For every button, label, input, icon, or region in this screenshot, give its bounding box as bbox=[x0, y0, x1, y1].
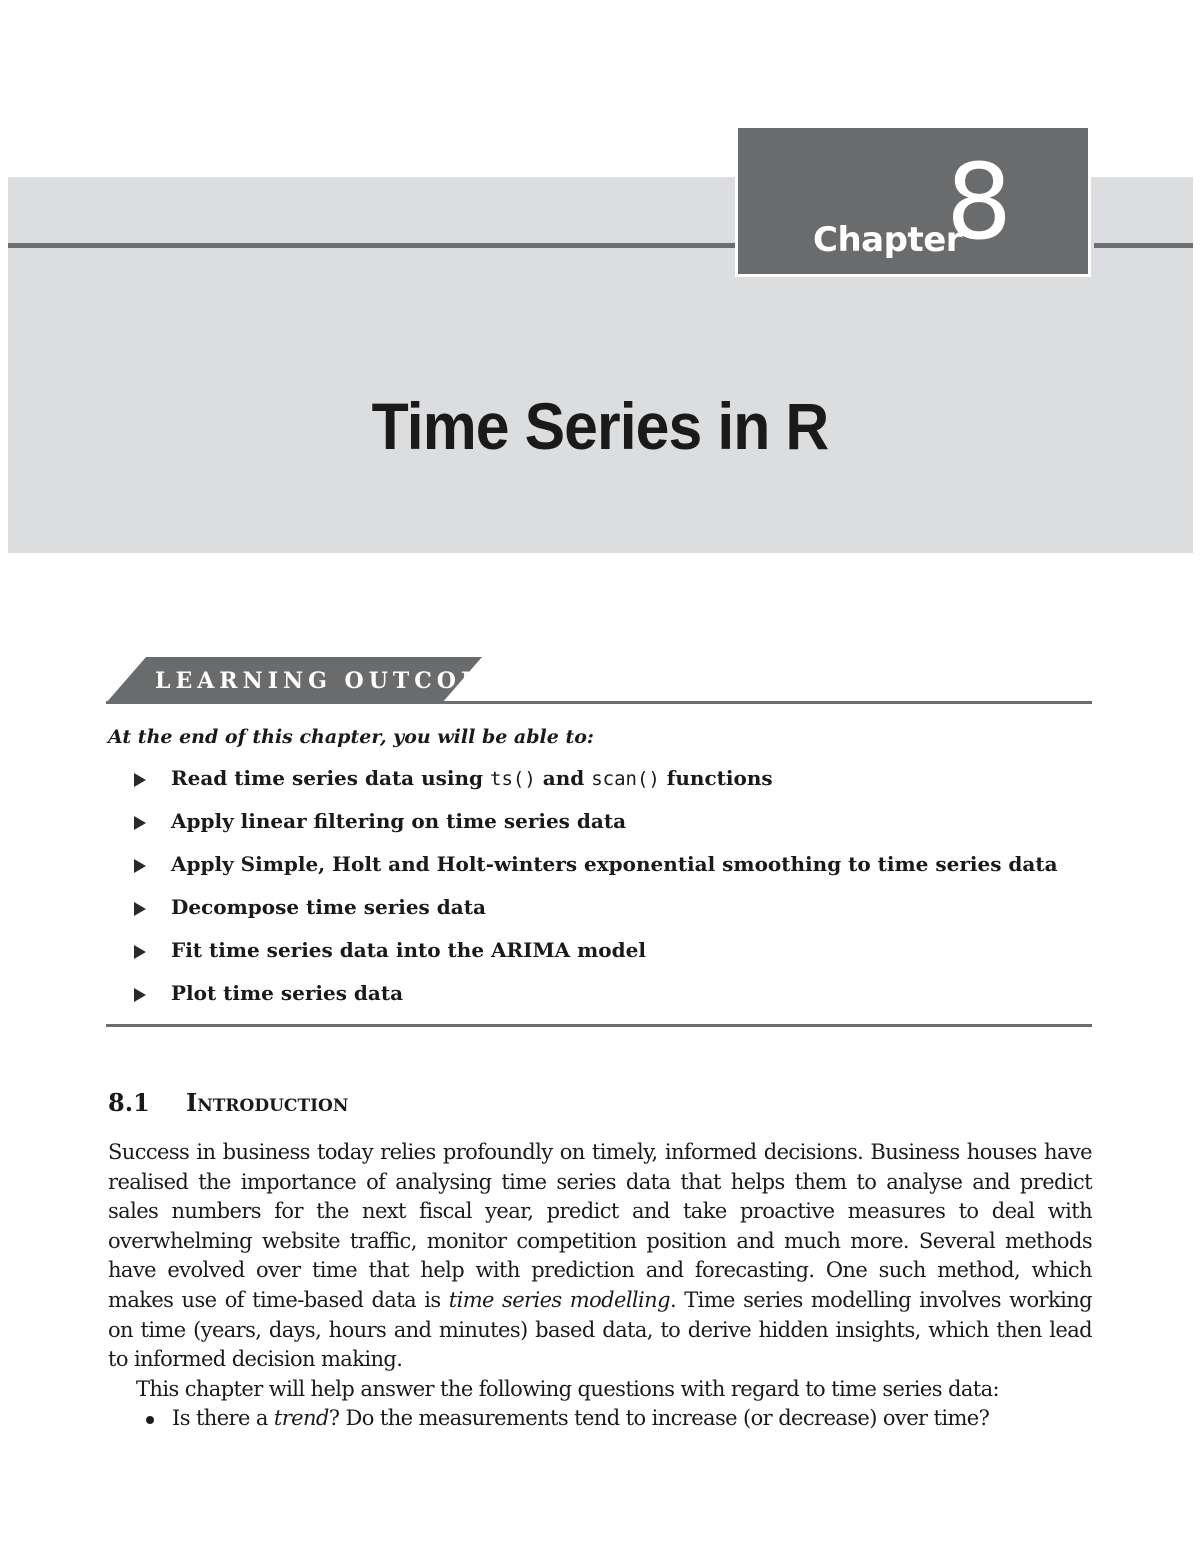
paragraph-text: . Time series modelling involves working on time (years, days, hours and minutes) based data, to derive hidden insights, which then lead to informed decision making. bbox=[108, 1287, 1092, 1372]
code-ts: ts() bbox=[490, 768, 536, 790]
paragraph-text: Success in business today relies profoundly on timely, informed decisions. Business houses have realised the importance of analysing time series data that helps them to analyse and predict sales numbers for the next fiscal year, predict and take proactive measures to deal with overwhelming website traffic, monitor competition position and much more. Several methods have evolved over time that help with prediction and forecasting. One such method, which makes use of time-based data is bbox=[108, 1140, 1092, 1312]
chapter-label: Chapter bbox=[813, 220, 963, 260]
triangle-bullet-icon bbox=[134, 902, 146, 916]
list-item-text: Apply Simple, Holt and Holt-winters exponential smoothing to time series data bbox=[171, 852, 1058, 876]
list-item-text: Fit time series data into the ARIMA model bbox=[171, 938, 646, 962]
paragraph-text: Is there a bbox=[172, 1406, 274, 1431]
triangle-bullet-icon bbox=[134, 859, 146, 873]
bullet-dot-icon bbox=[146, 1416, 154, 1424]
chapter-box-fill bbox=[738, 128, 1088, 274]
learning-outcome-intro: At the end of this chapter, you will be able to: bbox=[108, 726, 594, 748]
banner-rule-left bbox=[8, 243, 736, 248]
banner-rule-right bbox=[1094, 243, 1193, 248]
list-item bbox=[108, 1404, 1092, 1434]
list-item-text bbox=[171, 766, 773, 790]
list-item-text: Plot time series data bbox=[171, 981, 404, 1005]
learning-outcome-heading: LEARNING OUTCOME bbox=[155, 668, 513, 694]
chapter-box bbox=[735, 125, 1091, 277]
triangle-bullet-icon bbox=[134, 945, 146, 959]
learning-outcome-rule-bottom bbox=[106, 1024, 1092, 1027]
list-item-text: Decompose time series data bbox=[171, 895, 486, 919]
learning-outcome-rule-top bbox=[106, 701, 1092, 704]
list-item-text-part: and bbox=[535, 766, 592, 790]
paragraph: This chapter will help answer the following questions with regard to time series data: bbox=[136, 1376, 999, 1401]
section-title: Introduction bbox=[186, 1088, 349, 1117]
triangle-bullet-icon bbox=[134, 988, 146, 1002]
paragraph bbox=[108, 1138, 1092, 1375]
chapter-title: Time Series in R bbox=[371, 389, 829, 463]
paragraph-text: ? Do the measurements tend to increase (or decrease) over time? bbox=[328, 1406, 990, 1431]
emphasis-term: time series modelling bbox=[448, 1287, 670, 1312]
emphasis-term: trend bbox=[273, 1406, 329, 1431]
triangle-bullet-icon bbox=[134, 816, 146, 830]
section-body bbox=[108, 1138, 1092, 1434]
chapter-number: 8 bbox=[946, 141, 1013, 263]
code-scan: scan() bbox=[591, 768, 660, 790]
list-item-text: Apply linear filtering on time series data bbox=[171, 809, 627, 833]
list-item-text-part: functions bbox=[659, 766, 773, 790]
section-number: 8.1 bbox=[108, 1088, 150, 1117]
list-item-text-part: Read time series data using bbox=[171, 766, 490, 790]
triangle-bullet-icon bbox=[134, 773, 146, 787]
